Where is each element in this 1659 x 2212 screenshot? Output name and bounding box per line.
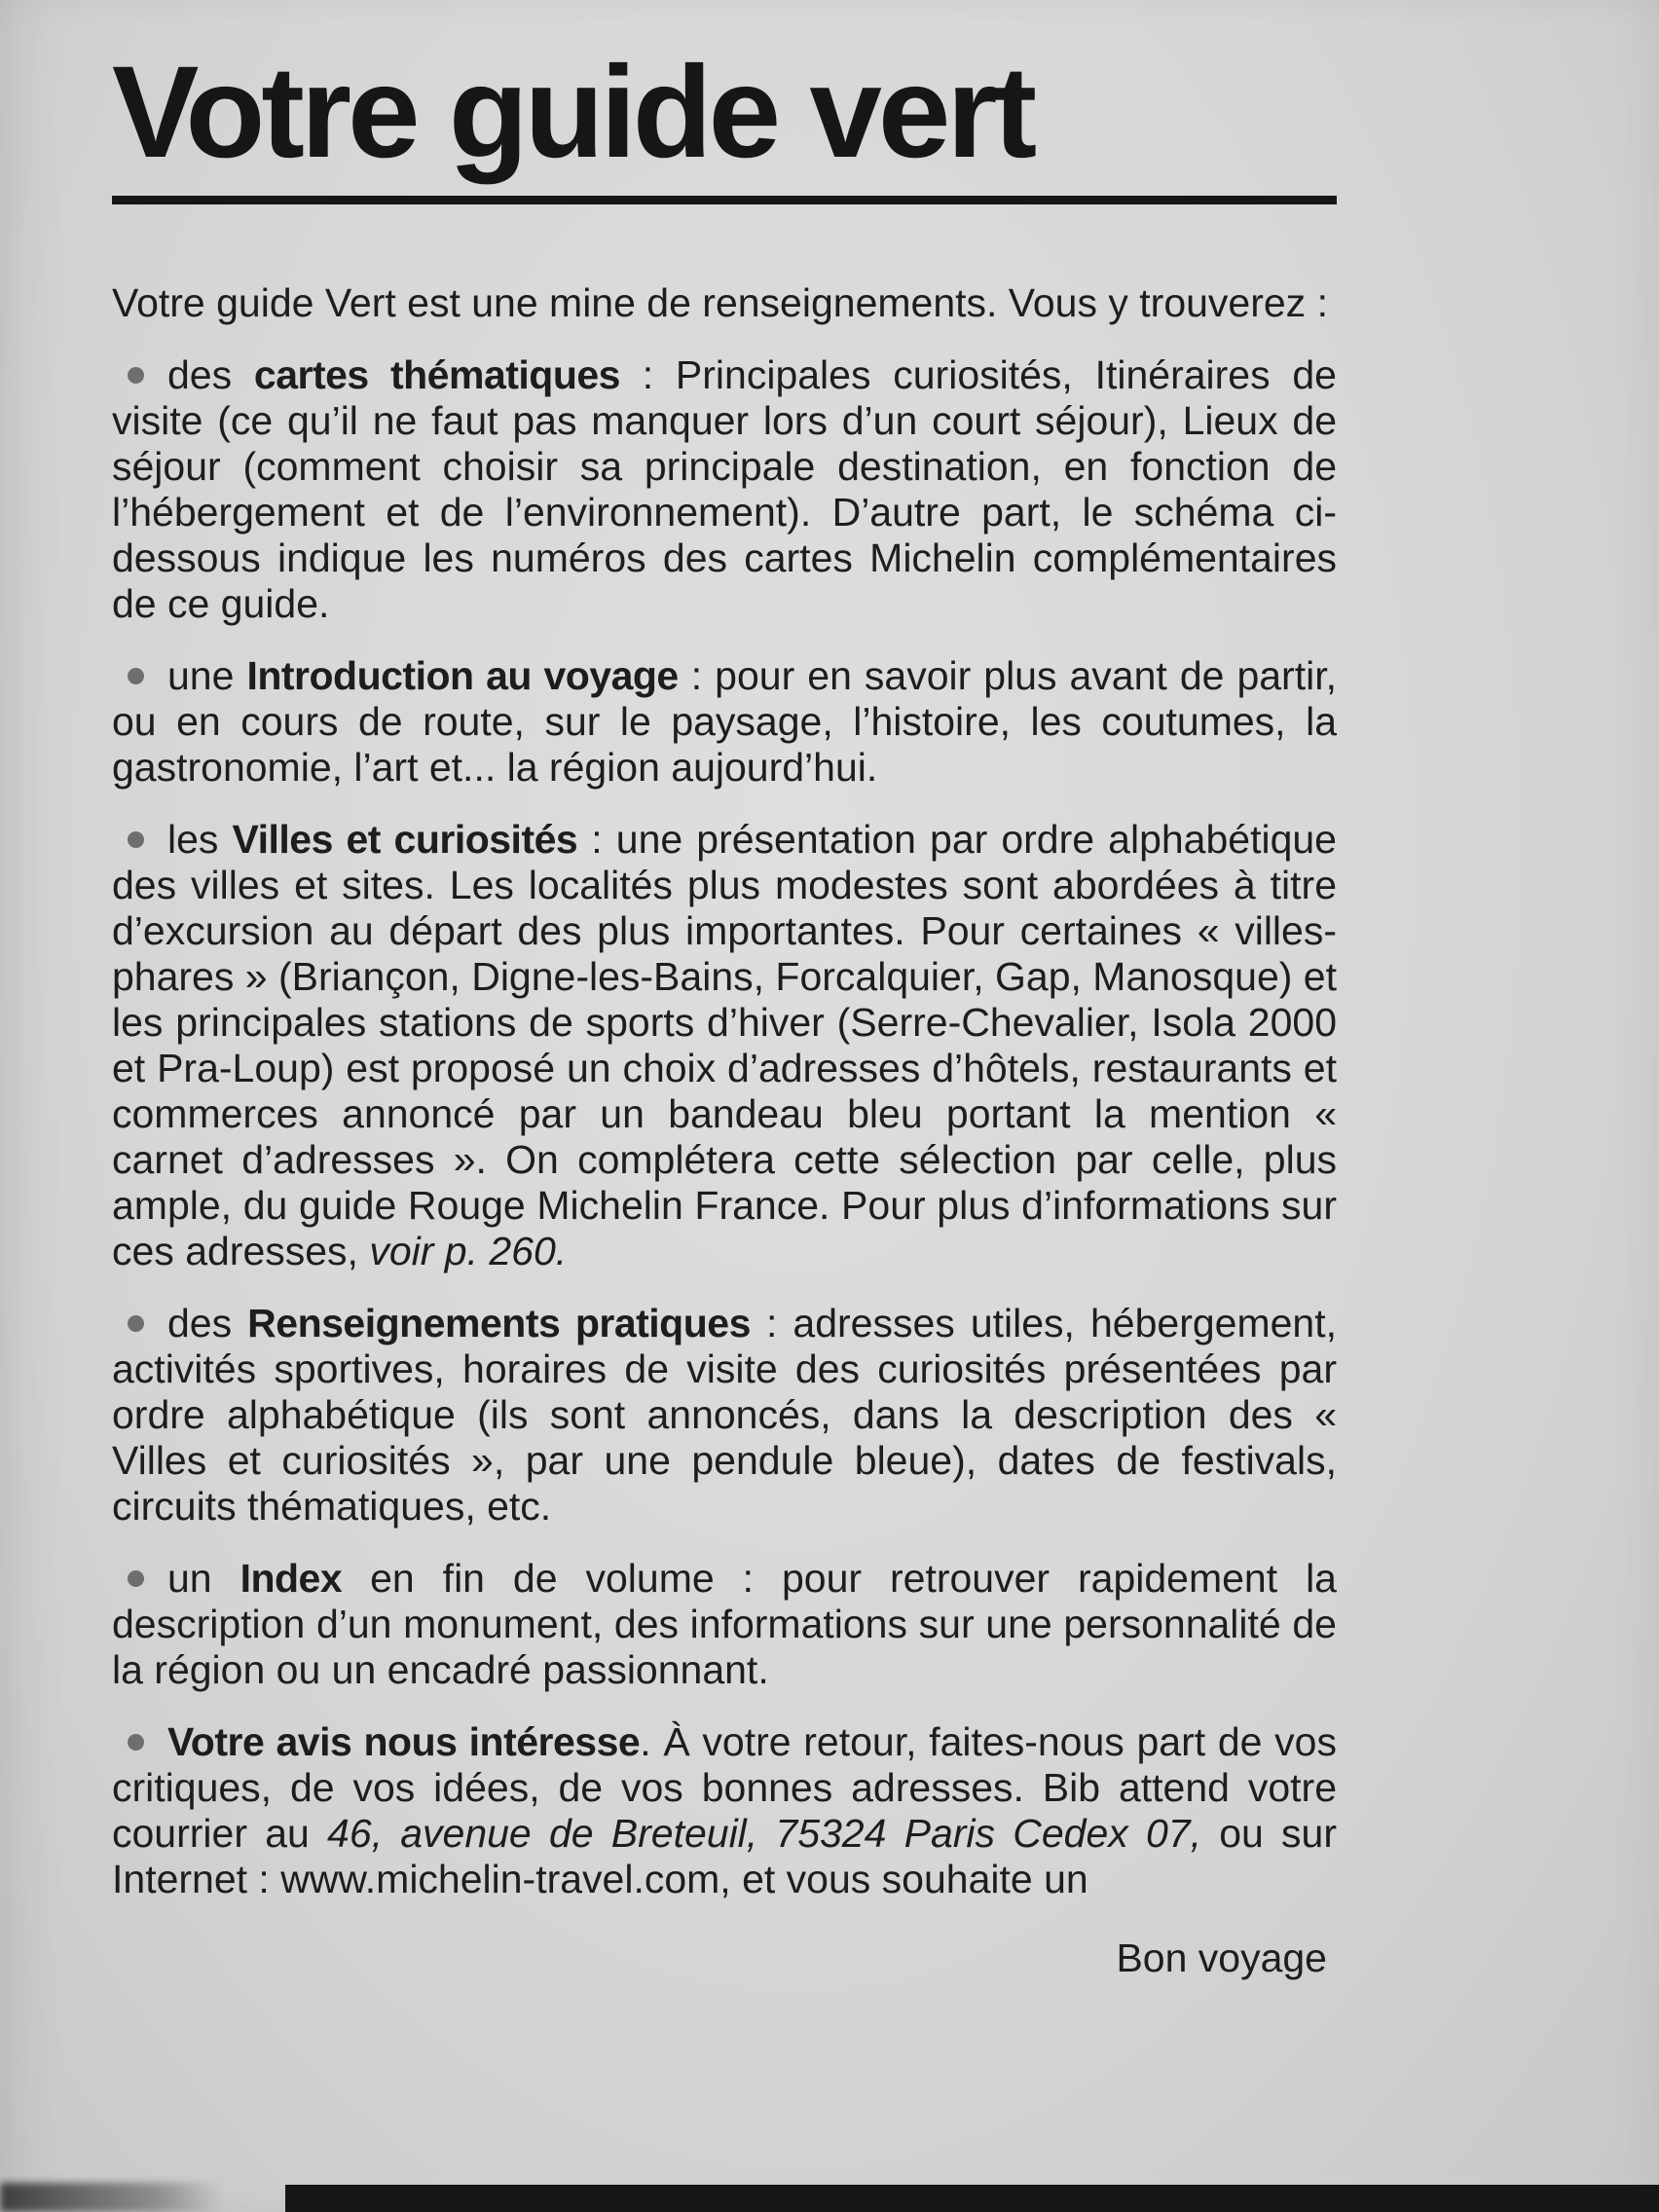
bullet-villes-et-curiosites <box>112 817 1337 1274</box>
bullet-dot-icon <box>128 1734 144 1751</box>
bullet-keyword: Votre avis nous intéresse <box>167 1718 641 1764</box>
bullet-renseignements-pratiques <box>112 1301 1337 1530</box>
bullet-text-segment: les <box>167 816 233 862</box>
bullet-dot-icon <box>128 1315 144 1332</box>
title-rule <box>112 196 1337 204</box>
bullet-keyword: Renseignements pratiques <box>247 1300 751 1346</box>
bullet-text-segment: des <box>167 351 254 397</box>
bullet-text-segment: une <box>167 652 247 698</box>
bullet-keyword: Villes et curiosités <box>232 816 578 862</box>
bullet-text-segment: : pour en savoir plus avant de partir, ou en cours de route, sur le paysage, l’histoire, les coutumes, la gastronomie, l’art et... la région aujourd’hui. <box>112 652 1337 790</box>
bullet-keyword: Introduction au voyage <box>246 652 679 698</box>
bullet-text-segment: en fin de volume : pour retrouver rapidement la description d’un monument, des informations sur une personnalité de la région ou un encadré passionnant. <box>112 1555 1337 1692</box>
page-title: Votre guide vert <box>112 40 1034 185</box>
bullet-dot-icon <box>128 367 144 384</box>
bullet-cartes-thematiques <box>112 352 1337 627</box>
bullet-introduction-au-voyage <box>112 653 1337 791</box>
bullet-text-segment: des <box>167 1300 248 1346</box>
bullet-text-segment: ou sur Internet : www.michelin-travel.com, et vous souhaite un <box>112 1810 1337 1901</box>
bullet-keyword: cartes thématiques <box>253 351 620 397</box>
bullet-text-segment: . À votre retour, faites-nous part de vos critiques, de vos idées, de vos bonnes adresses. Bib attend votre courrier au <box>112 1718 1337 1856</box>
postal-address: 46, avenue de Breteuil, 75324 Paris Cedex 07, <box>327 1810 1201 1856</box>
bullet-dot-icon <box>128 1570 144 1587</box>
scan-artifact <box>0 2183 224 2212</box>
bullet-text-segment: : une présentation par ordre alphabétique des villes et sites. Les localités plus modestes sont abordées à titre d’excursion au départ des plus importantes. Pour certaines « villes-phares » (Briançon, Digne-les-Bains, Forcalquier, Gap, Manosque) et les principales stations de sports d’hiver (Serre-Chevalier, Isola 2000 et Pra-Loup) est proposé un choix d’adresses d’hôtels, restaurants et commerces annoncé par un bandeau bleu portant la mention « carnet d’adresses ». On complétera cette sélection par celle, plus ample, du guide Rouge Michelin France. Pour plus d’informations sur ces adresses, <box>112 816 1337 1273</box>
intro-paragraph: Votre guide Vert est une mine de renseignements. Vous y trouverez : <box>112 279 1328 325</box>
bullet-dot-icon <box>128 831 144 848</box>
bullet-votre-avis <box>112 1719 1337 1902</box>
bullet-keyword: Index <box>240 1555 343 1601</box>
bullet-text-segment: : adresses utiles, hébergement, activités sportives, horaires de visite des curiosités présentées par ordre alphabétique (ils sont annoncés, dans la description des « Villes et curiosités », par une pendule bleue), dates de festivals, circuits thématiques, etc. <box>112 1300 1337 1529</box>
next-page-edge <box>285 2185 1659 2212</box>
closing-line: Bon voyage <box>1116 1935 1327 1980</box>
bullet-text-segment: un <box>167 1555 240 1601</box>
page-content <box>112 40 1337 1981</box>
page-reference: voir p. 260. <box>369 1228 568 1273</box>
bullet-text-segment: : Principales curiosités, Itinéraires de visite (ce qu’il ne faut pas manquer lors d’un court séjour), Lieux de séjour (comment choisir sa principale destination, en fonction de l’hébergement et de l’environnement). D’autre part, le schéma ci-dessous indique les numéros des cartes Michelin complémentaires de ce guide. <box>112 351 1337 626</box>
bullet-index <box>112 1556 1337 1693</box>
bullet-dot-icon <box>128 668 144 684</box>
